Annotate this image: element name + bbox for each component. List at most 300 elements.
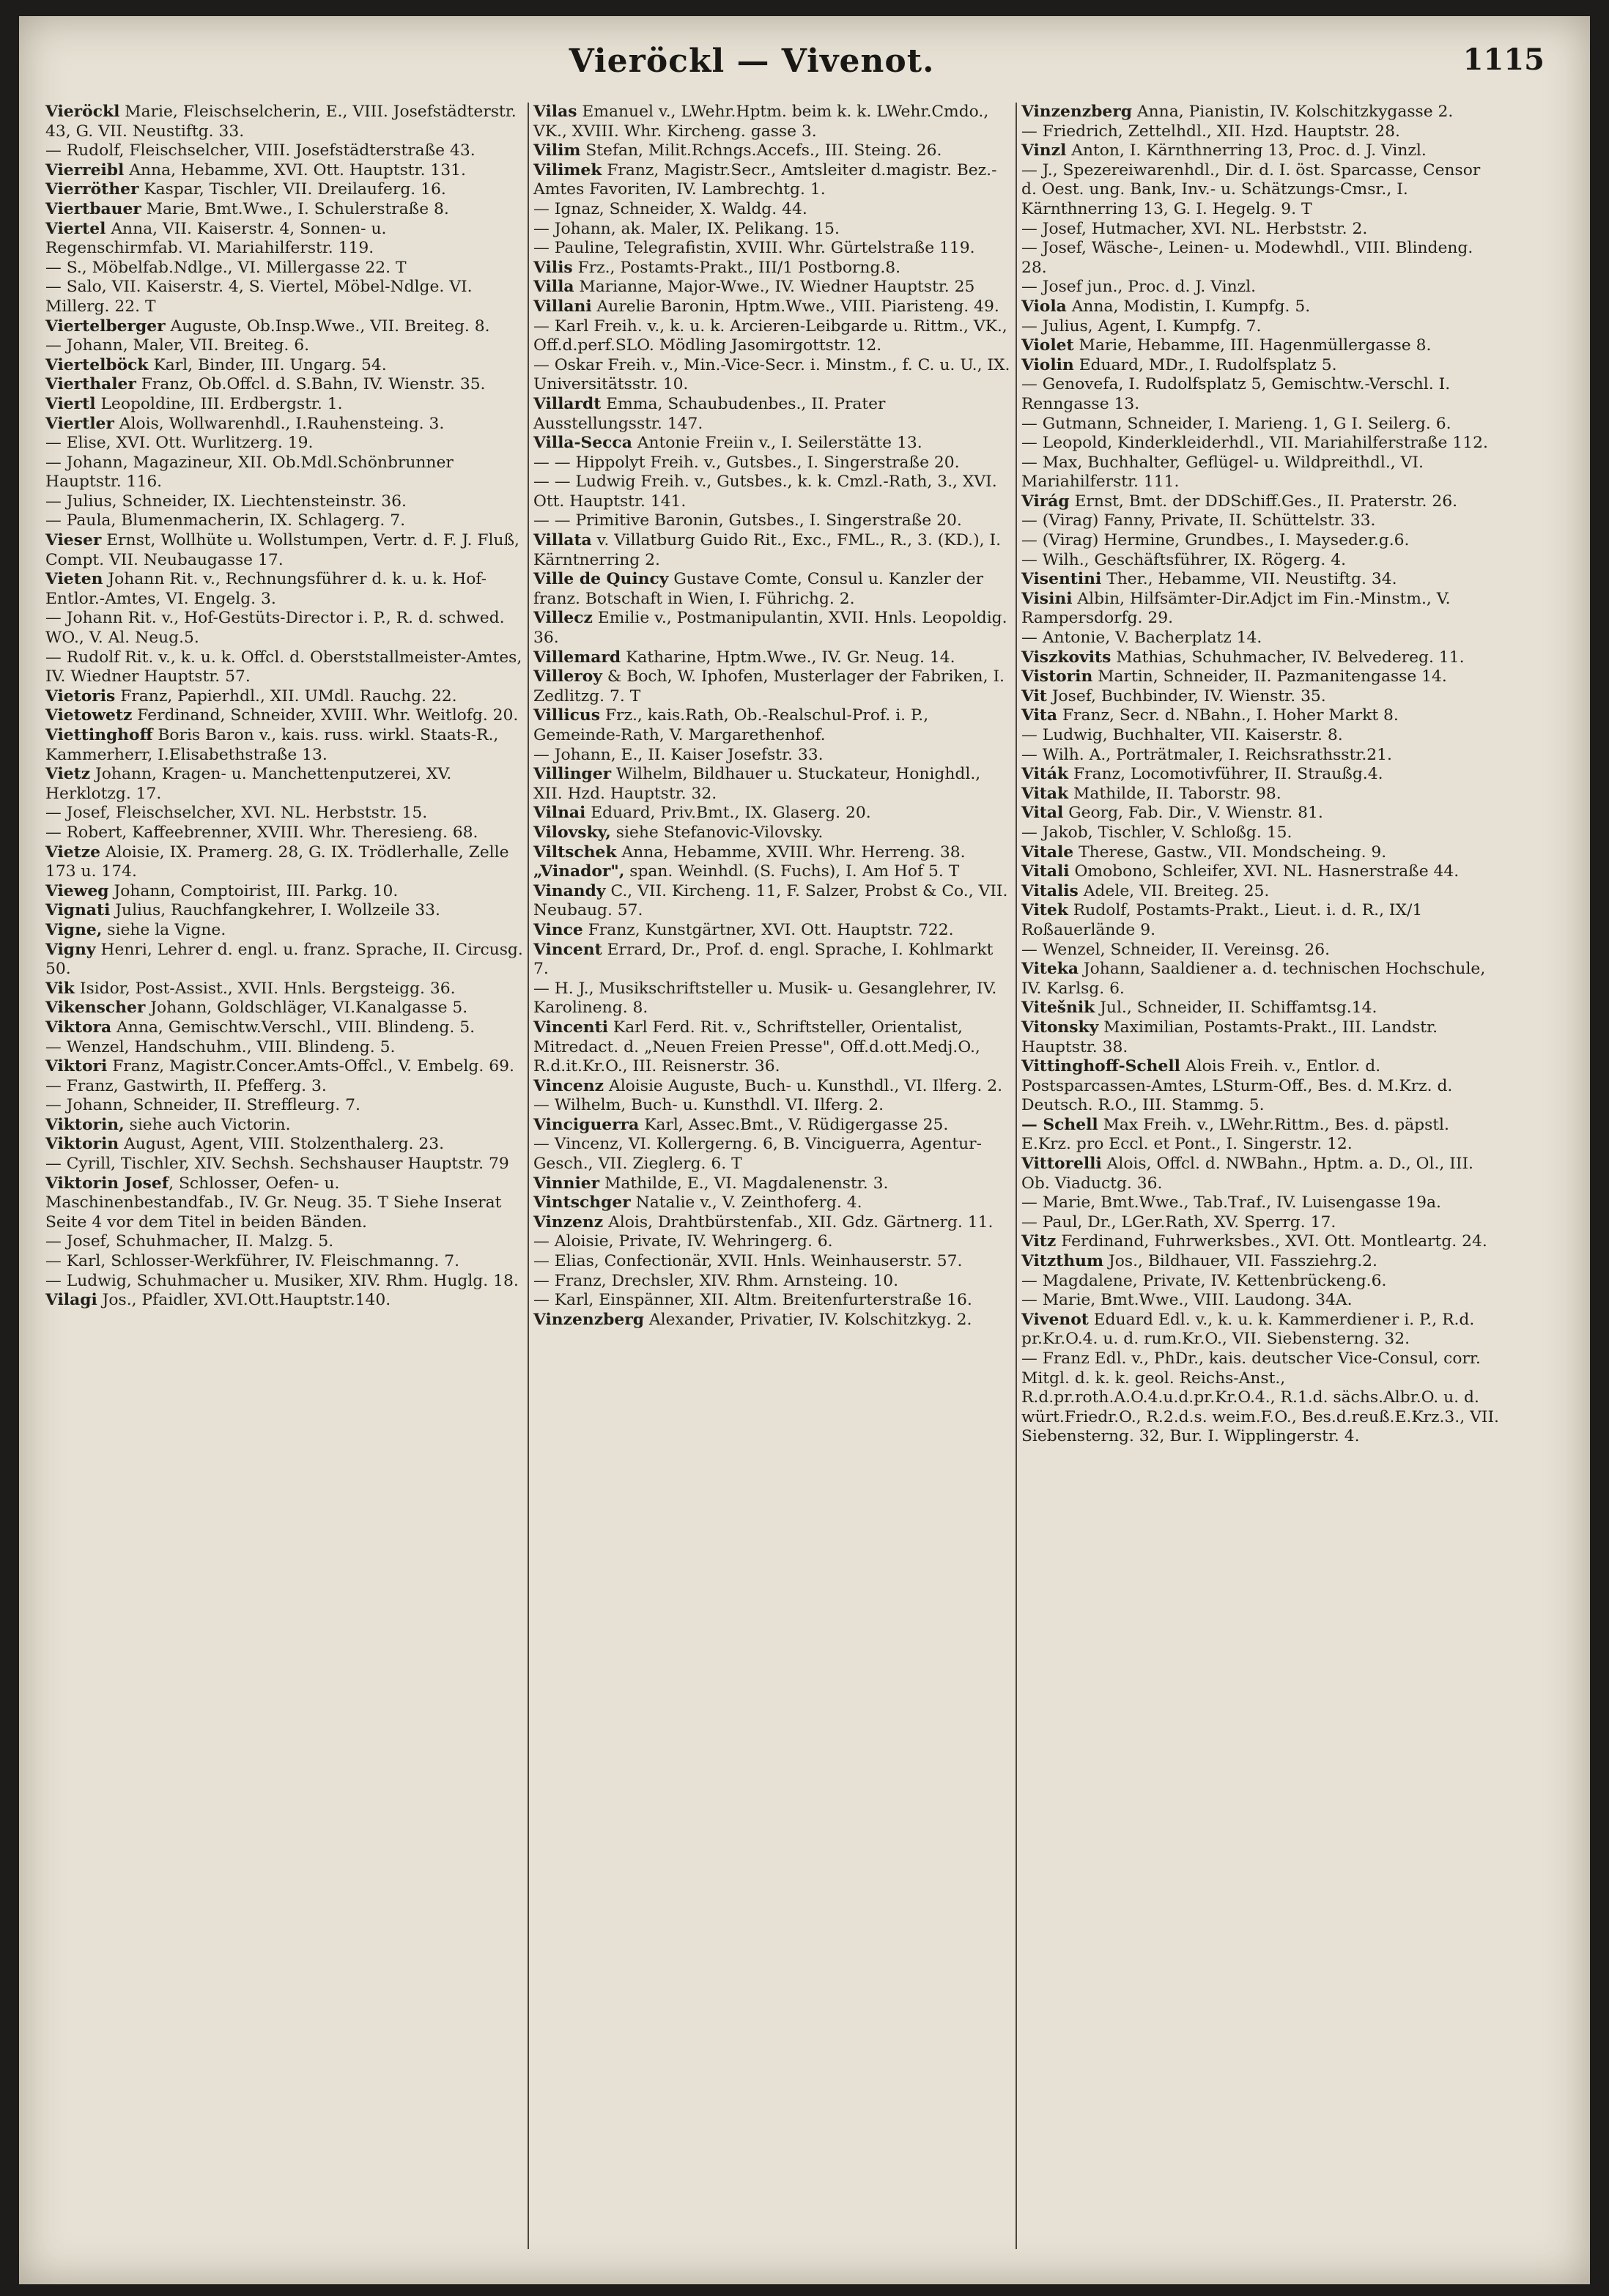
directory-entry [45,1174,523,1233]
entry-details: — Max, Buchhalter, Geflügel- u. Wildpreithdl., VI. Mariahilferstr. 111. [1021,453,1424,492]
directory-entry [533,1232,1011,1252]
directory-entry [1021,453,1499,492]
entry-name: Vitzthum [1021,1252,1104,1271]
entry-details: Frz., kais.Rath, Ob.-Realschul-Prof. i. P., Gemeinde-Rath, V. Margarethenhof. [533,706,929,744]
directory-entry [45,921,523,941]
directory-entry [1021,1155,1499,1193]
entry-details: Emma, Schaubudenbes., II. Prater Ausstellungsstr. 147. [533,394,886,433]
entry-details: Frz., Postamts-Prakt., III/1 Postborng.8. [572,258,901,277]
entry-details: Anna, Modistin, I. Kumpfg. 5. [1066,297,1311,316]
directory-entry [533,297,1011,317]
entry-name: Vieweg [45,881,109,900]
entry-details: Johann Rit. v., Rechnungsführer d. k. u. k. Hof-Entlor.-Amtes, VI. Engelg. 3. [45,570,487,608]
directory-entry [45,979,523,999]
entry-details: — Johann Rit. v., Hof-Gestüts-Director i. P., R. d. schwed. WO., V. Al. Neug.5. [45,609,505,648]
directory-entry [45,1116,523,1136]
entry-details: — Elise, XVI. Ott. Wurlitzerg. 19. [45,434,314,453]
directory-entry [45,317,523,337]
directory-entry [45,1077,523,1097]
entry-details: Kaspar, Tischler, VII. Dreilauferg. 16. [138,180,446,199]
directory-entry [1021,1272,1499,1292]
directory-entry [1021,823,1499,843]
directory-entry [1021,843,1499,863]
directory-entry [533,1096,1011,1116]
entry-details: Rudolf, Postamts-Prakt., Lieut. i. d. R., IX/1 Roßauerlände 9. [1021,901,1423,939]
directory-entry [1021,629,1499,648]
entry-details: — Franz, Gastwirth, II. Pfefferg. 3. [45,1076,327,1095]
directory-entry [1021,999,1499,1018]
entry-name: Vivenot [1021,1310,1089,1329]
entry-details: Marianne, Major-Wwe., IV. Wiedner Hauptstr. 25 [574,278,975,297]
entry-name: Vieten [45,570,103,589]
entry-name: Vistorin [1021,667,1093,686]
directory-entry [533,882,1011,921]
directory-entry [45,901,523,921]
directory-entry [45,336,523,356]
entry-name: Viertelberger [45,316,166,336]
entry-details: Omobono, Schleifer, XVI. NL. Hasnerstraße 44. [1069,862,1460,881]
directory-entry [1021,960,1499,999]
entry-name: Villani [533,297,592,316]
entry-details: — Wilh. A., Porträtmaler, I. Reichsrathsstr.21. [1021,745,1392,764]
directory-entry [1021,687,1499,707]
directory-entry [45,823,523,843]
entry-details: — Josef, Fleischselcher, XVI. NL. Herbststr. 15. [45,804,428,823]
entry-name: Vilovsky, [533,823,611,842]
entry-name: Vitalis [1021,881,1079,900]
directory-entry [45,200,523,220]
entry-details: Eduard, Priv.Bmt., IX. Glaserg. 20. [585,804,871,823]
entry-details: — Johann, E., II. Kaiser Josefstr. 33. [533,745,824,764]
entry-details: Franz, Ob.Offcl. d. S.Bahn, IV. Wienstr. 35. [136,375,486,394]
entry-details: — Gutmann, Schneider, I. Marieng. 1, G I. Seilerg. 6. [1021,414,1451,433]
entry-details: Karl Ferd. Rit. v., Schriftsteller, Orientalist, Mitredact. d. „Neuen Freien Presse", Off.d.ott.Medj.O., R.d.it.Kr.O., III. Reisnerstr. 36. [533,1018,980,1076]
directory-entry [45,1135,523,1155]
entry-details: — Salo, VII. Kaiserstr. 4, S. Viertel, Möbel-Ndlge. VI. Millerg. 22. T [45,278,473,316]
entry-details: Antonie Freiin v., I. Seilerstätte 13. [632,434,922,453]
entry-details: Adele, VII. Breiteg. 25. [1078,881,1270,900]
entry-details: Martin, Schneider, II. Pazmanitengasse 14. [1092,667,1447,686]
directory-entry [1021,941,1499,960]
entry-details: — Elias, Confectionär, XVII. Hnls. Weinhauserstr. 57. [533,1252,963,1271]
entry-details: siehe la Vigne. [102,920,226,939]
entry-details: — Jakob, Tischler, V. Schloßg. 15. [1021,823,1292,842]
entry-name: Vik [45,979,75,998]
entry-name: Villeroy [533,667,602,686]
directory-entry [1021,375,1499,414]
entry-name: Villinger [533,765,612,784]
entry-details: — Julius, Schneider, IX. Liechtensteinstr. 36. [45,492,407,511]
directory-entry [533,706,1011,745]
entry-details: Franz, Magistr.Secr., Amtsleiter d.magistr. Bez.-Amtes Favoriten, IV. Lambrechtg. 1. [533,160,997,199]
entry-name: Vierröther [45,180,139,199]
entry-name: Viertl [45,394,96,413]
directory-entry [1021,765,1499,785]
directory-entry [533,434,1011,453]
entry-details: Stefan, Milit.Rchngs.Accefs., III. Steing. 26. [580,141,942,160]
entry-details: Franz, Locomotivführer, II. Straußg.4. [1068,765,1383,784]
entry-name: Vinzenzberg [533,1310,644,1329]
entry-name: Vietoris [45,686,116,706]
entry-name: Vignati [45,901,111,920]
entry-name: Violin [1021,355,1074,374]
page-number: 1115 [1462,42,1545,77]
entry-details: span. Weinhdl. (S. Fuchs), I. Am Hof 5. T [624,862,960,881]
directory-entry [45,648,523,687]
entry-name: Vittorelli [1021,1155,1102,1174]
directory-entry [1021,1311,1499,1349]
entry-name: Vita [1021,706,1058,725]
entry-details: — Josef, Hutmacher, XVI. NL. Herbststr. 2. [1021,219,1368,238]
entry-details: — Josef jun., Proc. d. J. Vinzl. [1021,278,1257,297]
entry-name: Vilas [533,103,577,121]
directory-column-1 [45,103,523,1311]
directory-entry [533,395,1011,434]
entry-name: Vince [533,920,583,939]
directory-entry [533,1193,1011,1213]
directory-entry [45,103,523,141]
directory-entry [533,473,1011,511]
entry-details: — Marie, Bmt.Wwe., Tab.Traf., IV. Luisengasse 19a. [1021,1193,1441,1212]
entry-name: Villa-Secca [533,434,632,453]
directory-entry [1021,648,1499,668]
directory-entry [1021,103,1499,122]
directory-entry [1021,882,1499,902]
directory-entry [1021,278,1499,297]
directory-entry [533,220,1011,240]
directory-entry [45,706,523,726]
entry-name: Vitek [1021,901,1068,920]
entry-name: Vittinghoff-Schell [1021,1057,1180,1076]
entry-name: Viktora [45,1018,112,1037]
entry-details: — Johann, Schneider, II. Streffleurg. 7. [45,1096,360,1115]
entry-details: August, Agent, VIII. Stolzenthalerg. 23. [119,1135,445,1154]
entry-details: C., VII. Kircheng. 11, F. Salzer, Probst & Co., VII. Neubaug. 57. [533,881,1008,920]
entry-details: Aloisie, IX. Pramerg. 28, G. IX. Trödlerhalle, Zelle 173 u. 174. [45,843,509,881]
directory-entry [45,1096,523,1116]
directory-entry [45,1155,523,1174]
entry-name: Vintschger [533,1193,631,1212]
directory-entry [533,1174,1011,1194]
entry-details: Franz, Papierhdl., XII. UMdl. Rauchg. 22. [115,686,457,706]
entry-name: Viertler [45,414,114,433]
entry-name: Villemard [533,648,621,667]
directory-entry [1021,239,1499,278]
entry-details: — Franz Edl. v., PhDr., kais. deutscher Vice-Consul, corr. Mitgl. d. k. k. geol. Reichs-Anst., R.d.pr.roth.A.O.4.u.d.pr.Kr.O.4., R.1.d. sächs.Albr.O. u. d. würt.Friedr.O., R.2.d.s. weim.F.O., Bes.d.reuß.E.Krz.3., VII. Siebensterng. 32, Bur. I. Wipplingerstr. 4. [1021,1349,1499,1446]
directory-entry [1021,590,1499,629]
entry-details: Ernst, Wollhüte u. Wollstumpen, Vertr. d. F. J. Fluß, Compt. VII. Neubaugasse 17. [45,531,519,569]
directory-entry [1021,122,1499,142]
directory-entry [45,1038,523,1058]
directory-entry [1021,726,1499,746]
directory-entry [533,1213,1011,1233]
entry-details: — Magdalene, Private, IV. Kettenbrückeng.6. [1021,1271,1387,1290]
entry-name: Vierthaler [45,375,136,394]
entry-details: — Cyrill, Tischler, XIV. Sechsh. Sechshauser Hauptstr. 79 [45,1155,509,1174]
entry-name: Vilagi [45,1291,97,1310]
entry-details: siehe auch Victorin. [124,1115,291,1134]
entry-name: Vigny [45,940,96,959]
directory-entry [1021,511,1499,531]
entry-details: Franz, Secr. d. NBahn., I. Hoher Markt 8. [1057,706,1399,725]
entry-details: Alois, Wollwarenhdl., I.Rauhensteing. 3. [114,414,445,433]
directory-entry [1021,785,1499,804]
entry-details: — (Virag) Hermine, Grundbes., I. Mayseder.g.6. [1021,531,1410,550]
directory-entry [1021,804,1499,823]
directory-entry [1021,531,1499,551]
entry-details: — Ignaz, Schneider, X. Waldg. 44. [533,199,807,218]
entry-details: — Robert, Kaffeebrenner, XVIII. Whr. Theresieng. 68. [45,823,478,842]
entry-name: Vikenscher [45,999,146,1018]
entry-details: — Wenzel, Handschuhm., VIII. Blindeng. 5. [45,1037,396,1056]
directory-entry [45,415,523,434]
entry-details: — Vincenz, VI. Kollergerng. 6, B. Vinciguerra, Agentur-Gesch., VII. Zieglerg. 6. T [533,1135,982,1174]
entry-name: Vitonsky [1021,1018,1099,1037]
entry-name: Virág [1021,492,1070,511]
entry-details: Johann, Comptoirist, III. Parkg. 10. [108,881,399,900]
directory-entry [45,999,523,1018]
entry-name: Vierreibl [45,160,125,179]
entry-details: Anna, Pianistin, IV. Kolschitzkygasse 2. [1131,103,1454,121]
entry-details: — Genovefa, I. Rudolfsplatz 5, Gemischtw.-Verschl. I. Renngasse 13. [1021,375,1451,413]
entry-details: Johann, Saaldiener a. d. technischen Hochschule, IV. Karlsg. 6. [1021,960,1486,998]
directory-entry [533,453,1011,473]
entry-details: Ferdinand, Fuhrwerksbes., XVI. Ott. Montleartg. 24. [1056,1232,1487,1251]
entry-name: Violet [1021,336,1074,355]
directory-entry [533,1116,1011,1136]
entry-name: Vincenz [533,1076,604,1095]
entry-details: Emanuel v., LWehr.Hptm. beim k. k. LWehr.Cmdo., VK., XVIII. Whr. Kircheng. gasse 3. [533,103,989,141]
entry-details: — Wenzel, Schneider, II. Vereinsg. 26. [1021,940,1331,959]
directory-entry [1021,141,1499,161]
directory-entry [533,1135,1011,1174]
entry-name: Villardt [533,394,602,413]
directory-entry [1021,1232,1499,1252]
entry-name: Vinciguerra [533,1115,640,1134]
directory-entry [45,375,523,395]
directory-entry [45,609,523,648]
entry-name: Ville de Quincy [533,570,669,589]
entry-name: Vitale [1021,843,1074,862]
directory-entry [45,1252,523,1272]
directory-entry [45,531,523,570]
entry-name: Viktorin [45,1135,119,1154]
entry-details: v. Villatburg Guido Rit., Exc., FML., R., 3. (KD.), I. Kärntnerring 2. [533,531,1002,569]
entry-details: Maximilian, Postamts-Prakt., III. Landstr. Hauptstr. 38. [1021,1018,1438,1056]
directory-page [19,16,1590,2284]
directory-entry [45,395,523,415]
entry-details: Eduard Edl. v., k. u. k. Kammerdiener i. P., R.d. pr.Kr.O.4. u. d. rum.Kr.O., VII. Siebensterng. 32. [1021,1310,1475,1349]
entry-name: Vinnier [533,1174,600,1193]
entry-name: Villata [533,531,592,550]
entry-name: Vitak [1021,784,1069,803]
directory-entry [45,453,523,492]
entry-details: Anna, Hebamme, XVIII. Whr. Herreng. 38. [616,843,966,862]
directory-entry [533,161,1011,200]
entry-name: Vincent [533,940,602,959]
entry-details: — Karl, Einspänner, XII. Altm. Breitenfurterstraße 16. [533,1291,972,1310]
entry-name: Vietz [45,765,91,784]
directory-entry [45,1057,523,1077]
directory-entry [45,1018,523,1038]
directory-entry [533,921,1011,941]
entry-details: — Rudolf, Fleischselcher, VIII. Josefstädterstraße 43. [45,141,476,160]
directory-entry [45,765,523,804]
entry-details: — Karl Freih. v., k. u. k. Arcieren-Leibgarde u. Rittm., VK., Off.d.perf.SLO. Mödling Jasomirgottstr. 12. [533,316,1007,355]
entry-name: Vieser [45,531,102,550]
entry-details: — Aloisie, Private, IV. Wehringerg. 6. [533,1232,833,1251]
entry-name: Vitz [1021,1232,1057,1251]
entry-details: — Franz, Drechsler, XIV. Rhm. Arnsteing. 10. [533,1271,899,1290]
entry-details: — Antonie, V. Bacherplatz 14. [1021,629,1262,648]
entry-details: Franz, Magistr.Concer.Amts-Offcl., V. Embelg. 69. [107,1057,514,1076]
directory-entry [1021,220,1499,240]
directory-entry [533,531,1011,570]
entry-details: Emilie v., Postmanipulantin, XVII. Hnls. Leopoldig. 36. [533,609,1007,648]
directory-entry [45,434,523,453]
entry-details: — Johann, ak. Maler, IX. Pelikang. 15. [533,219,840,238]
entry-details: Marie, Fleischselcherin, E., VIII. Josefstädterstr. 43, G. VII. Neustiftg. 33. [45,103,517,141]
entry-details: Anna, Hebamme, XVI. Ott. Hauptstr. 131. [124,160,466,179]
directory-entry [1021,356,1499,376]
entry-details: — Oskar Freih. v., Min.-Vice-Secr. i. Minstm., f. C. u. U., IX. Universitätsstr. 10. [533,355,1010,394]
directory-entry [533,511,1011,531]
directory-entry [1021,570,1499,590]
entry-details: Ferdinand, Schneider, XVIII. Whr. Weitlofg. 20. [132,706,519,725]
entry-name: „Vinador", [533,862,625,881]
entry-details: Alois Freih. v., Entlor. d. Postsparcassen-Amtes, LSturm-Off., Bes. d. M.Krz. d. Deutsch. R.O., III. Stammg. 5. [1021,1057,1453,1115]
directory-entry [1021,1057,1499,1116]
entry-name: Viertelböck [45,355,149,374]
entry-details: Therese, Gastw., VII. Mondscheing. 9. [1073,843,1387,862]
entry-details: Aurelie Baronin, Hptm.Wwe., VIII. Piaristeng. 49. [591,297,999,316]
entry-name: Vital [1021,804,1064,823]
directory-entry [45,511,523,531]
entry-name: Vinzl [1021,141,1067,160]
entry-details: — (Virag) Fanny, Private, II. Schüttelstr. 33. [1021,511,1376,530]
directory-entry [45,180,523,200]
entry-details: — H. J., Musikschriftsteller u. Musik- u. Gesanglehrer, IV. Karolineng. 8. [533,979,997,1018]
directory-entry [1021,862,1499,882]
entry-name: Viszkovits [1021,648,1111,667]
entry-details: Marie, Hebamme, III. Hagenmüllergasse 8. [1073,336,1432,355]
entry-details: Ernst, Bmt. der DDSchiff.Ges., II. Praterstr. 26. [1069,492,1458,511]
entry-details: Ther., Hebamme, VII. Neustiftg. 34. [1101,570,1397,589]
entry-name: Villa [533,278,574,297]
entry-name: Viktori [45,1057,108,1076]
entry-details: Anton, I. Kärnthnerring 13, Proc. d. J. Vinzl. [1066,141,1427,160]
entry-details: siehe Stefanovic-Vilovsky. [610,823,824,842]
entry-details: Wilhelm, Bildhauer u. Stuckateur, Honighdl., XII. Hzd. Hauptstr. 32. [533,765,981,803]
directory-entry [1021,492,1499,512]
entry-details: Natalie v., V. Zeinthoferg. 4. [630,1193,862,1212]
entry-name: Vigne, [45,920,103,939]
directory-entry [45,1291,523,1311]
directory-entry [533,765,1011,804]
entry-details: — Rudolf Rit. v., k. u. k. Offcl. d. Oberststallmeister-Amtes, IV. Wiedner Hauptstr. 57. [45,648,522,686]
directory-entry [45,804,523,823]
directory-entry [533,200,1011,220]
entry-name: Viktorin, [45,1115,125,1134]
entry-name: Viltschek [533,843,617,862]
directory-entry [45,356,523,376]
directory-entry [533,317,1011,356]
entry-details: Boris Baron v., kais. russ. wirkl. Staats-R., Kammerherr, I.Elisabethstraße 13. [45,726,499,764]
entry-details: Alois, Offcl. d. NWBahn., Hptm. a. D., Ol., III. Ob. Viaductg. 36. [1021,1155,1473,1193]
entry-details: — Leopold, Kinderkleiderhdl., VII. Mariahilferstraße 112. [1021,434,1488,453]
directory-entry [533,941,1011,979]
directory-entry [1021,1213,1499,1233]
entry-details: — — Ludwig Freih. v., Gutsbes., k. k. Cmzl.-Rath, 3., XVI. Ott. Hauptstr. 141. [533,473,997,511]
entry-name: Vitešnik [1021,999,1095,1018]
directory-entry [1021,1291,1499,1311]
directory-entry [45,141,523,161]
directory-entry [1021,434,1499,453]
entry-details: — J., Spezereiwarenhdl., Dir. d. I. öst. Sparcasse, Censor d. Oest. ung. Bank, Inv.- u. Schätzungs-Cmsr., I. Kärnthnerring 13, G. I. Hegelg. 9. T [1021,160,1481,218]
entry-name: Viettinghoff [45,726,153,744]
directory-entry [1021,1116,1499,1155]
directory-entry [533,1311,1011,1330]
directory-entry [45,1232,523,1252]
directory-column-3 [1021,103,1499,1447]
directory-entry [1021,297,1499,317]
directory-entry [533,1077,1011,1097]
directory-entry [533,1018,1011,1077]
column-divider [1016,103,1017,2249]
directory-entry [533,862,1011,882]
directory-entry [533,259,1011,278]
entry-details: Gustave Comte, Consul u. Kanzler der franz. Botschaft in Wien, I. Führichg. 2. [533,570,984,608]
directory-entry [533,356,1011,395]
entry-details: Johann, Kragen- u. Manchettenputzerei, XV. Herklotzg. 17. [45,765,452,803]
entry-details: Henri, Lehrer d. engl. u. franz. Sprache, II. Circusg. 50. [45,940,523,979]
entry-name: Viteka [1021,960,1079,979]
entry-details: Katharine, Hptm.Wwe., IV. Gr. Neug. 14. [621,648,955,667]
directory-entry [533,979,1011,1018]
entry-details: Jul., Schneider, II. Schiffamtsg.14. [1095,999,1377,1018]
entry-details: — Karl, Schlosser-Werkführer, IV. Fleischmanng. 7. [45,1252,460,1271]
directory-entry [45,492,523,512]
directory-entry [533,103,1011,141]
directory-entry [1021,161,1499,220]
directory-entry [1021,415,1499,434]
directory-entry [45,161,523,181]
entry-name: Vincenti [533,1018,608,1037]
directory-entry [45,259,523,278]
entry-details: Max Freih. v., LWehr.Rittm., Bes. d. päpstl. E.Krz. pro Eccl. et Pont., I. Singerstr. 12. [1021,1115,1449,1154]
entry-details: — Paula, Blumenmacherin, IX. Schlagerg. 7. [45,511,406,530]
directory-entry [1021,317,1499,337]
page-title: Vieröckl — Vivenot. [569,42,935,80]
entry-details: — Johann, Magazineur, XII. Ob.Mdl.Schönbrunner Hauptstr. 116. [45,453,454,492]
entry-details: — Ludwig, Buchhalter, VII. Kaiserstr. 8. [1021,726,1343,744]
directory-entry [533,1252,1011,1272]
entry-name: Viták [1021,765,1069,784]
directory-entry [1021,1018,1499,1057]
entry-details: Jos., Pfaidler, XVI.Ott.Hauptstr.140. [97,1291,391,1310]
entry-details: Aloisie Auguste, Buch- u. Kunsthdl., VI. Ilferg. 2. [604,1076,1003,1095]
entry-details: — Wilhelm, Buch- u. Kunsthdl. VI. Ilferg. 2. [533,1096,884,1115]
directory-entry [533,1291,1011,1311]
entry-details: Karl, Binder, III. Ungarg. 54. [148,355,387,374]
entry-name: Viertel [45,219,106,238]
entry-details: & Boch, W. Iphofen, Musterlager der Fabriken, I. Zedlitzg. 7. T [533,667,1005,706]
entry-details: Alexander, Privatier, IV. Kolschitzkyg. 2. [643,1310,972,1329]
entry-name: Vietze [45,843,100,862]
directory-entry [1021,1349,1499,1447]
directory-entry [45,726,523,765]
entry-details: — Josef, Schuhmacher, II. Malzg. 5. [45,1232,334,1251]
